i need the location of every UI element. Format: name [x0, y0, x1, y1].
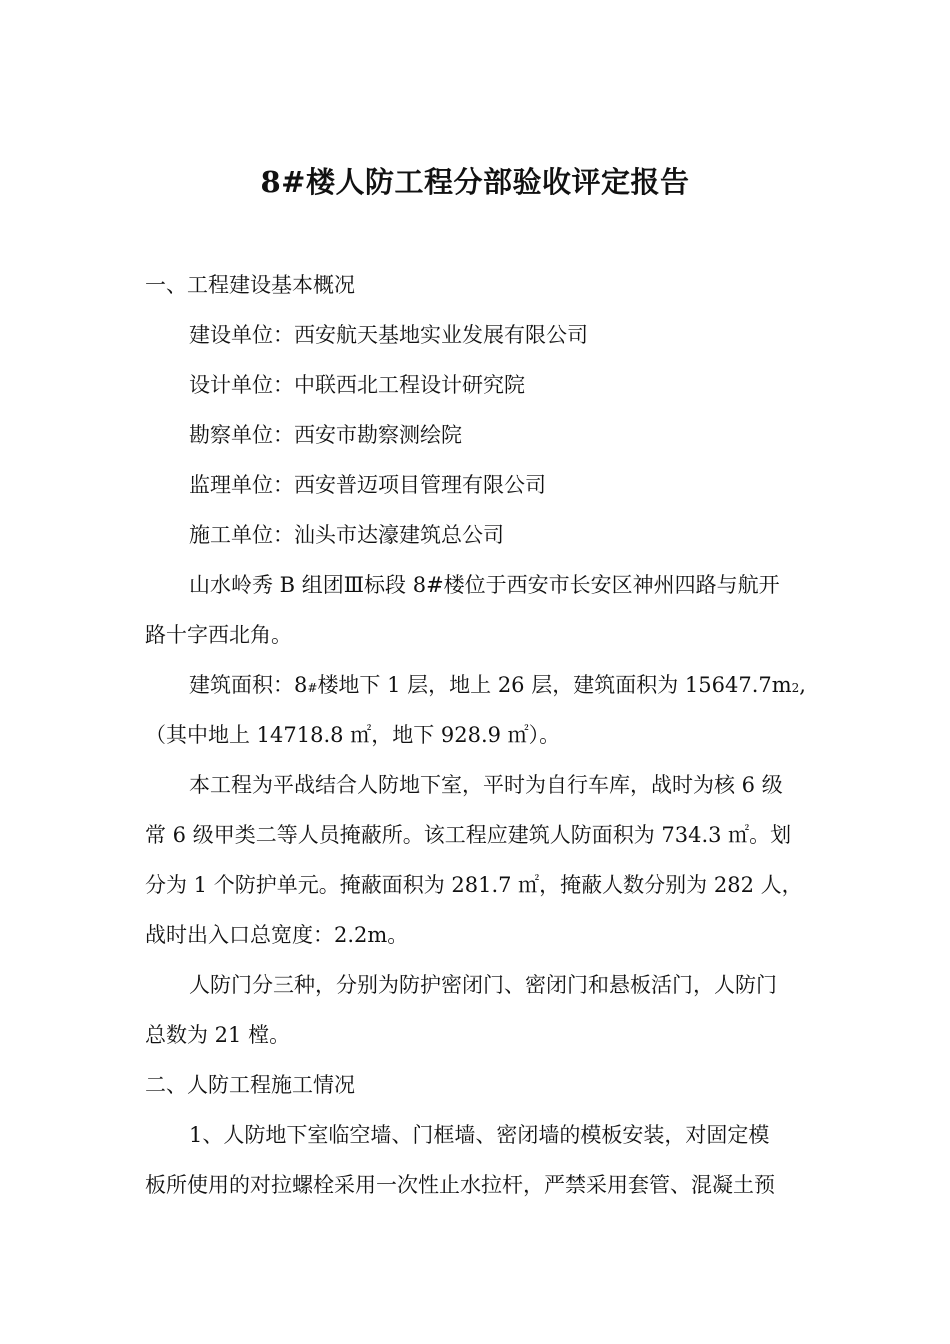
item1-line-1: 1、人防地下室临空墙、门框墙、密闭墙的模板安装，对固定模 — [189, 1123, 770, 1147]
area-end: , — [799, 673, 806, 697]
area-line-2: （其中地上 14718.8 ㎡，地下 928.9 ㎡）。 — [145, 723, 561, 747]
section-heading-construction: 二、人防工程施工情况 — [145, 1073, 355, 1097]
project-line-1: 本工程为平战结合人防地下室，平时为自行车库，战时为核 6 级 — [189, 773, 783, 797]
section-heading-overview: 一、工程建设基本概况 — [145, 273, 355, 297]
unit-design: 设计单位：中联西北工程设计研究院 — [189, 373, 525, 397]
location-line-1: 山水岭秀 B 组团Ⅲ标段 8#楼位于西安市长安区神州四路与航开 — [189, 573, 780, 597]
document-title: 8#楼人防工程分部验收评定报告 — [260, 165, 690, 199]
project-line-2: 常 6 级甲类二等人员掩蔽所。该工程应建筑人防面积为 734.3 ㎡。划 — [145, 823, 792, 847]
area-line-1 — [189, 670, 815, 703]
unit-contractor: 施工单位：汕头市达濠建筑总公司 — [189, 523, 504, 547]
door-line-1: 人防门分三种，分别为防护密闭门、密闭门和悬板活门，人防门 — [189, 973, 777, 997]
area-middle: 楼地下 1 层，地上 26 层，建筑面积为 15647.7m — [317, 673, 792, 697]
area-unit-sub: 2 — [791, 681, 800, 695]
item1-line-2: 板所使用的对拉螺栓采用一次性止水拉杆，严禁采用套管、混凝土预 — [145, 1173, 775, 1197]
unit-construction: 建设单位：西安航天基地实业发展有限公司 — [189, 323, 588, 347]
project-line-4: 战时出入口总宽度：2.2m。 — [145, 923, 409, 947]
area-prefix: 建筑面积：8 — [189, 673, 308, 697]
unit-survey: 勘察单位：西安市勘察测绘院 — [189, 423, 462, 447]
door-line-2: 总数为 21 樘。 — [145, 1023, 291, 1047]
unit-supervision: 监理单位：西安普迈项目管理有限公司 — [189, 473, 546, 497]
area-hash: # — [307, 681, 318, 695]
project-line-3: 分为 1 个防护单元。掩蔽面积为 281.7 ㎡，掩蔽人数分别为 282 人， — [145, 873, 803, 897]
location-line-2: 路十字西北角。 — [145, 623, 292, 647]
